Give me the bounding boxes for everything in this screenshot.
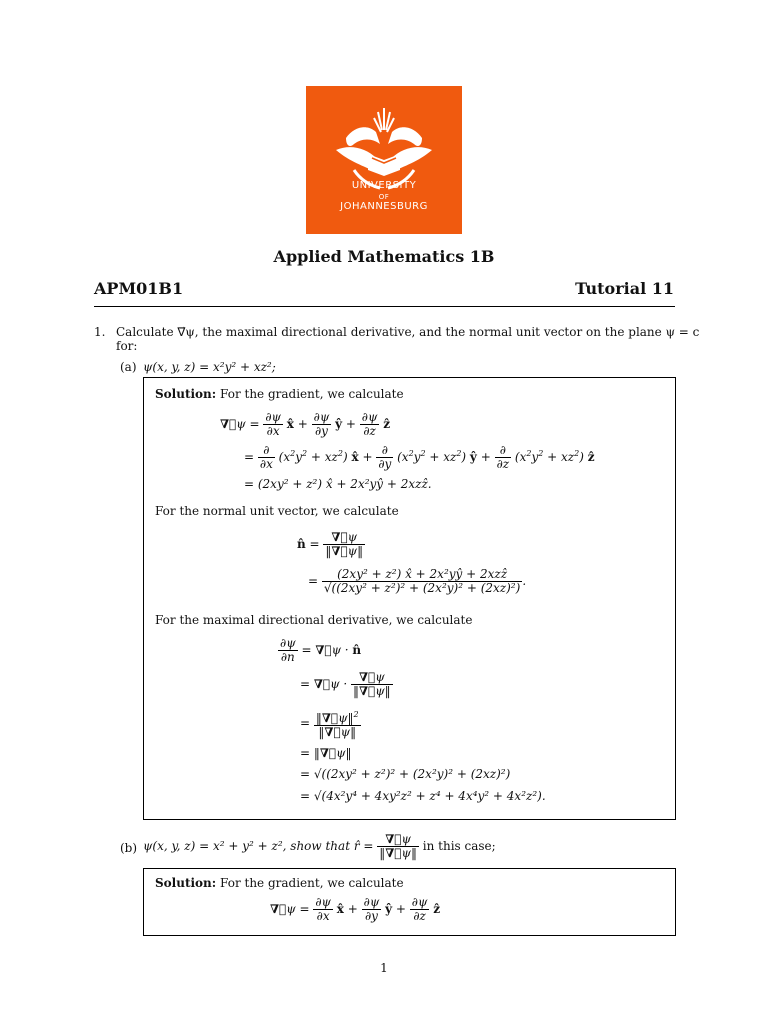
maxdir-eq-line3: = $\frac{‖\nabla⃗\psi‖^2}{‖\nabla⃗\psi‖}$: [300, 710, 359, 739]
grad-intro-a: For the gradient, we calculate: [220, 387, 404, 401]
normal-denominator: √((2xy² + z²)² + (2x²y)² + (2xz)²): [323, 581, 521, 595]
grad-eq-line2: = $\frac{\partial}{\partial x}$ $(x^2y^2 + xz^2)$ x̂ + $\frac{\partial}{\partial y}$ $(x^2y^2 + xz^2)$ ŷ + $\frac{\partial}{\partial z}$ $(x^2y^2 + xz^2)$ ẑ: [244, 443, 595, 471]
part-a-statement: ψ(x, y, z) = x²y² + xz²;: [143, 360, 276, 374]
part-b-statement-pre: ψ(x, y, z) = x² + y² + z², show that r̂ =: [143, 839, 374, 853]
course-code: APM01B1: [94, 279, 184, 298]
course-title: Applied Mathematics 1B: [273, 247, 495, 266]
logo-line-of: OF: [378, 193, 390, 201]
normal-numerator: (2xy² + z²) x̂ + 2x²yŷ + 2xzẑ: [337, 567, 508, 581]
grad-intro-b: For the gradient, we calculate: [220, 876, 404, 890]
part-b-label: (b): [120, 841, 138, 855]
maxdir-eq-line6: = √(4x²y⁴ + 4xy²z² + z⁴ + 4x⁴y² + 4x²z²).: [300, 789, 546, 803]
maxdir-eq-line5: = √((2xy² + z²)² + (2x²y)² + (2xz)²): [300, 767, 511, 781]
normal-eq-line2: = $\frac{\text{(2xy² + z²) x̂ + 2x²yŷ + 2xzẑ}}{\text{√((2xy² + z²)² + (2x²y)² + (2xz)²)}}$ .: [308, 567, 527, 595]
grad-eq-line3: = (2xy² + z²) x̂ + 2x²yŷ + 2xzẑ.: [244, 477, 432, 491]
maxdir-intro-a: For the maximal directional derivative, we calculate: [155, 613, 473, 627]
solution-b-text: [155, 876, 404, 890]
logo-line-university: UNIVERSITY: [351, 180, 417, 191]
maxdir-eq-line1: $\frac{\partial\psi}{\partial n}$ = ∇⃗ψ · n̂: [280, 636, 362, 664]
maxdir-eq-line2: = ∇⃗ψ · $\frac{\nabla⃗\psi}{‖\nabla⃗\psi‖}$: [300, 670, 391, 698]
page-number: 1: [380, 961, 388, 975]
normal-eq-line1: n̂ = $\frac{\nabla⃗\psi}{‖\nabla⃗\psi‖}$: [297, 530, 364, 558]
part-b-statement: ψ(x, y, z) = x² + y² + z², show that r̂ = $\frac{\nabla⃗\psi}{‖\nabla⃗\psi‖}$ in this case;: [143, 832, 496, 860]
solution-b-label: Solution:: [155, 876, 217, 890]
tutorial-number: Tutorial 11: [575, 279, 674, 298]
question-prompt-line1: Calculate ∇⃗ψ, the maximal directional derivative, and the normal unit vector on the plane ψ = c: [116, 325, 700, 339]
question-prompt-line2: for:: [116, 339, 138, 353]
logo-line-johannesburg: JOHANNESBURG: [340, 201, 428, 212]
question-number: 1.: [94, 325, 106, 339]
part-a-label: (a): [120, 360, 137, 374]
solution-a-label: Solution:: [155, 387, 217, 401]
normal-intro-a: For the normal unit vector, we calculate: [155, 504, 399, 518]
solution-a-text: [155, 387, 404, 401]
grad-eq-line1: ∇⃗ψ = $\frac{\partial\psi}{\partial x}$ x̂ + $\frac{\partial\psi}{\partial y}$ ŷ + $\frac{\partial\psi}{\partial z}$ ẑ: [220, 410, 391, 438]
university-logo: [306, 86, 462, 234]
maxdir-eq-line4: = ‖∇⃗ψ‖: [300, 746, 352, 760]
grad-eq-b: ∇⃗ψ = $\frac{\partial\psi}{\partial x}$ x̂ + $\frac{\partial\psi}{\partial y}$ ŷ + $\frac{\partial\psi}{\partial z}$ ẑ: [270, 895, 441, 923]
part-b-statement-post: in this case;: [422, 839, 496, 853]
header-divider: [94, 306, 675, 307]
